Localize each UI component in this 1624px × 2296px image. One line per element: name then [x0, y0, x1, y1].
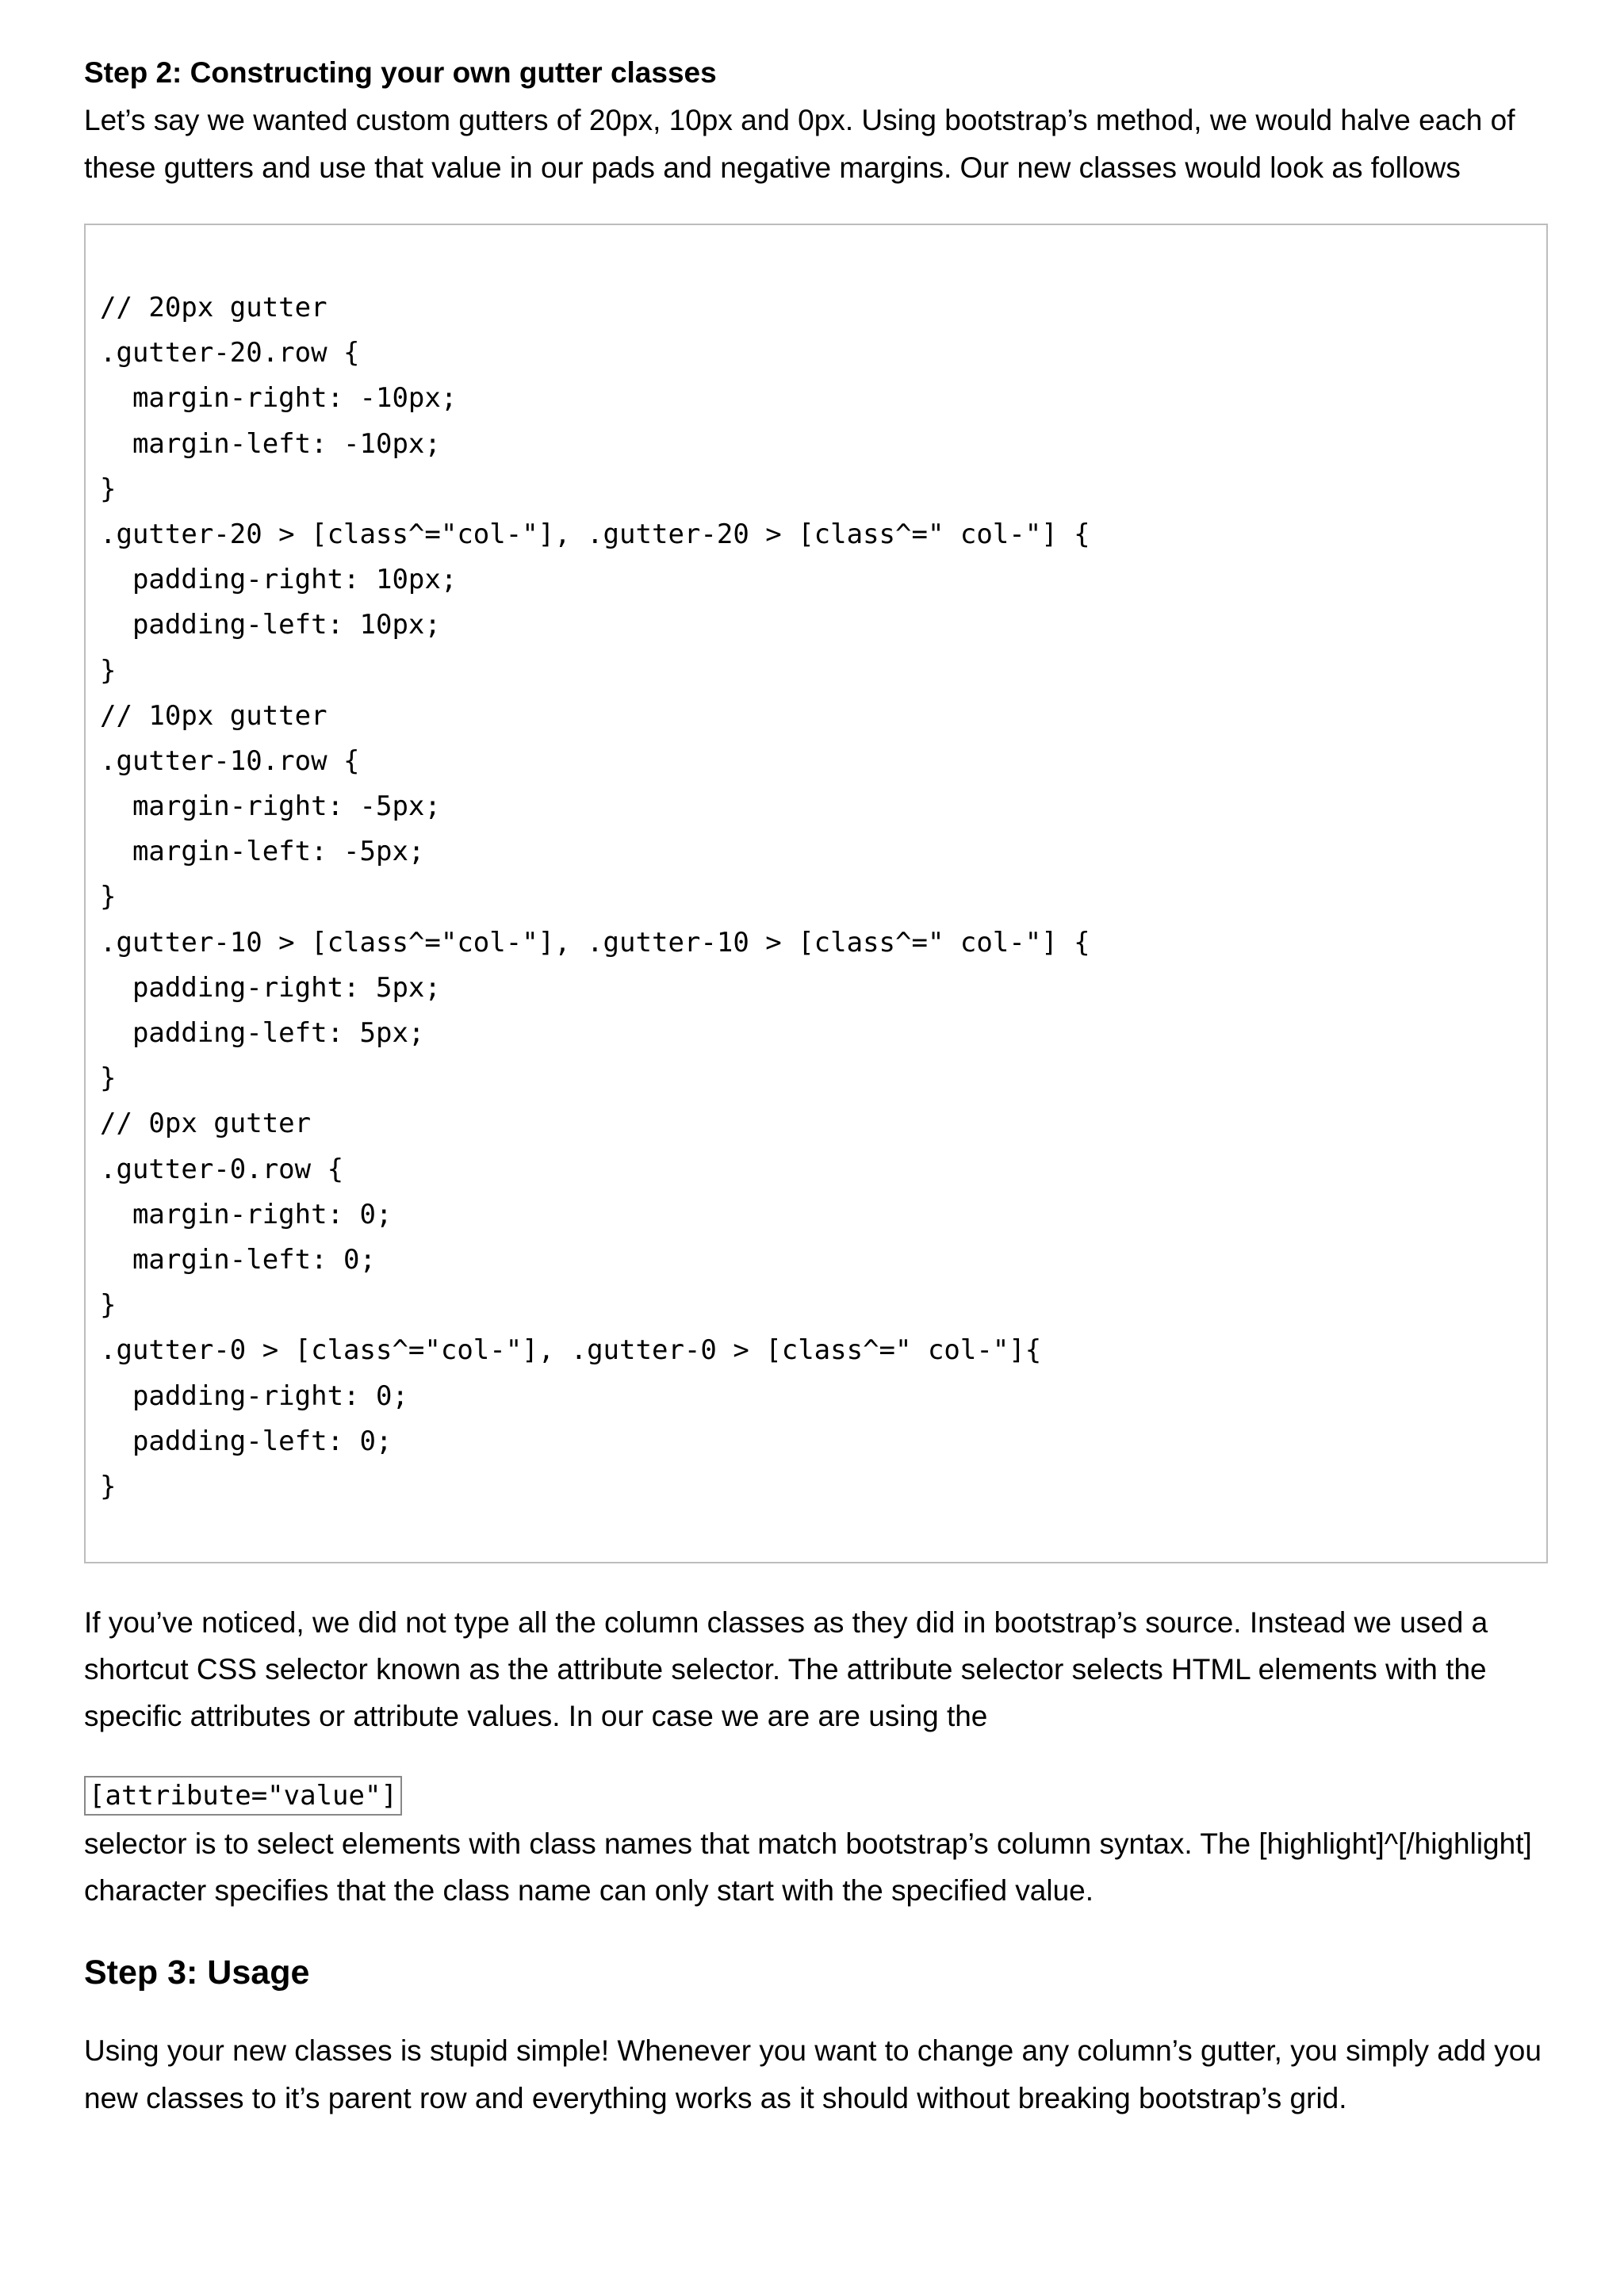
- code-line: }: [100, 1289, 117, 1322]
- code-line: margin-left: -5px;: [100, 836, 425, 868]
- code-lines: [100, 285, 1090, 1510]
- code-line: // 20px gutter: [100, 292, 327, 323]
- code-line: }: [100, 1062, 117, 1095]
- code-line: padding-right: 10px;: [100, 564, 458, 596]
- code-line: .gutter-20.row {: [100, 337, 360, 369]
- code-line: padding-right: 5px;: [100, 971, 441, 1004]
- code-line: .gutter-10 > [class^="col-"], .gutter-10 > [class^=" col-"] {: [100, 926, 1090, 959]
- code-line: .gutter-0.row {: [100, 1153, 344, 1185]
- code-line: }: [100, 473, 117, 505]
- step-3-heading: Step 3: Usage: [84, 1954, 310, 1992]
- code-line: // 10px gutter: [100, 699, 327, 732]
- selector-explanation-paragraph: selector is to select elements with class names that match bootstrap’s column syntax. The [highlight]^[/highlight] character specifies that the class name can only start with the specified value.: [84, 1827, 1532, 1907]
- code-line: .gutter-0 > [class^="col-"], .gutter-0 > [class^=" col-"]{: [100, 1334, 1042, 1367]
- code-line: margin-right: -5px;: [100, 790, 441, 823]
- code-line: }: [100, 1470, 117, 1502]
- code-line: margin-left: -10px;: [100, 427, 441, 460]
- step-2-heading: Step 2: Constructing your own gutter classes: [84, 56, 717, 89]
- code-line: padding-right: 0;: [100, 1380, 408, 1412]
- code-line: margin-right: -10px;: [100, 382, 458, 415]
- code-line: margin-right: 0;: [100, 1198, 393, 1230]
- code-line: margin-left: 0;: [100, 1243, 376, 1276]
- code-line: padding-left: 10px;: [100, 609, 441, 641]
- code-line: .gutter-20 > [class^="col-"], .gutter-20 > [class^=" col-"] {: [100, 518, 1090, 550]
- code-line: }: [100, 654, 117, 687]
- code-line: padding-left: 0;: [100, 1425, 393, 1457]
- inline-code-attribute-selector: [attribute="value"]: [84, 1776, 402, 1816]
- code-line: .gutter-10.row {: [100, 744, 360, 777]
- attribute-selector-paragraph: If you’ve noticed, we did not type all the column classes as they did in bootstrap’s source. Instead we used a shortcut CSS selector known as the attribute selector. The attribute selector selects HTML elements with the specific attributes or attribute values. In our case we are are using the: [84, 1606, 1488, 1732]
- intro-paragraph: Let’s say we wanted custom gutters of 20px, 10px and 0px. Using bootstrap’s method, we would halve each of these gutters and use that value in our pads and negative margins. Our new classes would look as follows: [84, 104, 1515, 184]
- code-line: padding-left: 5px;: [100, 1017, 425, 1049]
- code-line: }: [100, 881, 117, 913]
- code-line: // 0px gutter: [100, 1108, 312, 1140]
- usage-paragraph: Using your new classes is stupid simple! Whenever you want to change any column’s gutter, you simply add you new classes to it’s parent row and everything works as it should without breaking bootstrap’s grid.: [84, 2034, 1542, 2114]
